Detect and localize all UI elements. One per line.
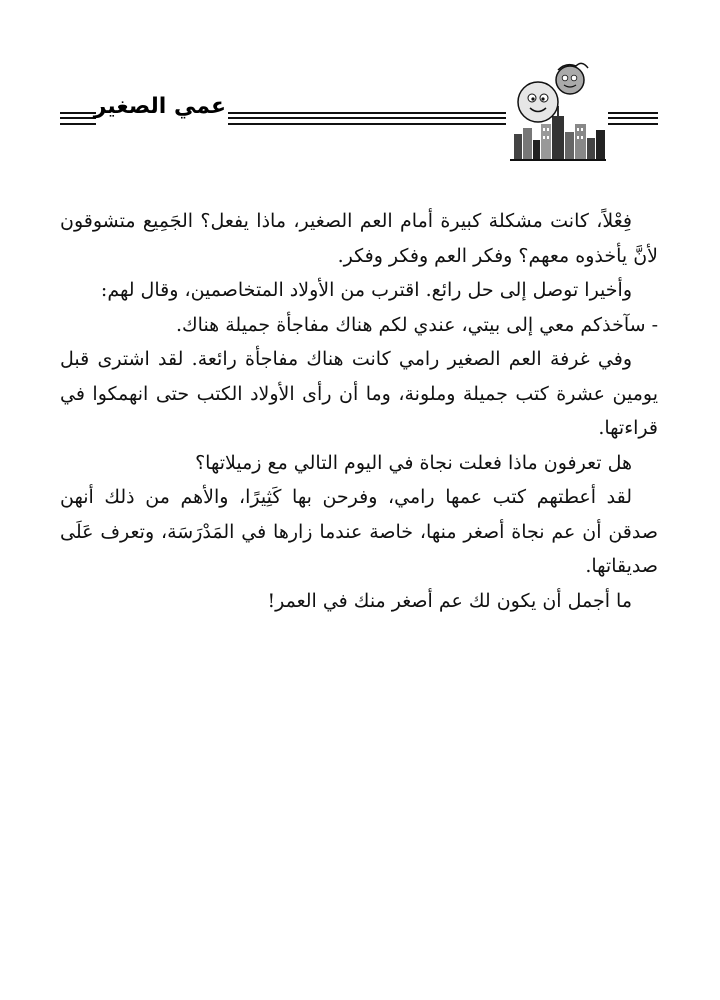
page-header xyxy=(0,58,720,168)
header-title: عمي الصغير xyxy=(93,94,226,119)
paragraph-2: وأخيرا توصل إلى حل رائع. اقترب من الأولاد المتخاصمين، وقال لهم: xyxy=(100,279,632,301)
paragraph-4: وفي غرفة العم الصغير رامي كانت هناك مفاجأة رائعة. لقد اشترى قبل يومين عشرة كتب جميلة وملونة، وما أن رأى الأولاد الكتب حتى انهمكوا في قراءتها. xyxy=(60,348,658,439)
paragraph-5: هل تعرفون ماذا فعلت نجاة في اليوم التالي مع زميلاتها؟ xyxy=(195,451,632,474)
header-rule-left xyxy=(60,112,96,125)
story-text xyxy=(60,204,658,618)
header-rule-middle xyxy=(228,112,506,125)
header-rule-right xyxy=(608,112,658,125)
paragraph-3-dialogue: - سآخذكم معي إلى بيتي، عندي لكم هناك مفاجأة جميلة هناك. xyxy=(175,313,658,336)
paragraph-7: ما أجمل أن يكون لك عم أصغر منك في العمر! xyxy=(267,589,632,612)
cartoon-city-logo-icon xyxy=(508,58,608,162)
paragraph-6: لقد أعطتهم كتب عمها رامي، وفرحن بها كَثِيرًا، والأهم من ذلك أنهن صدقن أن عم نجاة أصغر منها، خاصة عندما زارها في المَدْرَسَة، وتعرف عَلَى صديقاتها. xyxy=(60,486,658,577)
paragraph-1: فِعْلاً، كانت مشكلة كبيرة أمام العم الصغير، ماذا يفعل؟ الجَمِيع متشوقون لأنَّ يأخذوه معهم؟ وفكر العم وفكر وفكر. xyxy=(60,210,658,267)
